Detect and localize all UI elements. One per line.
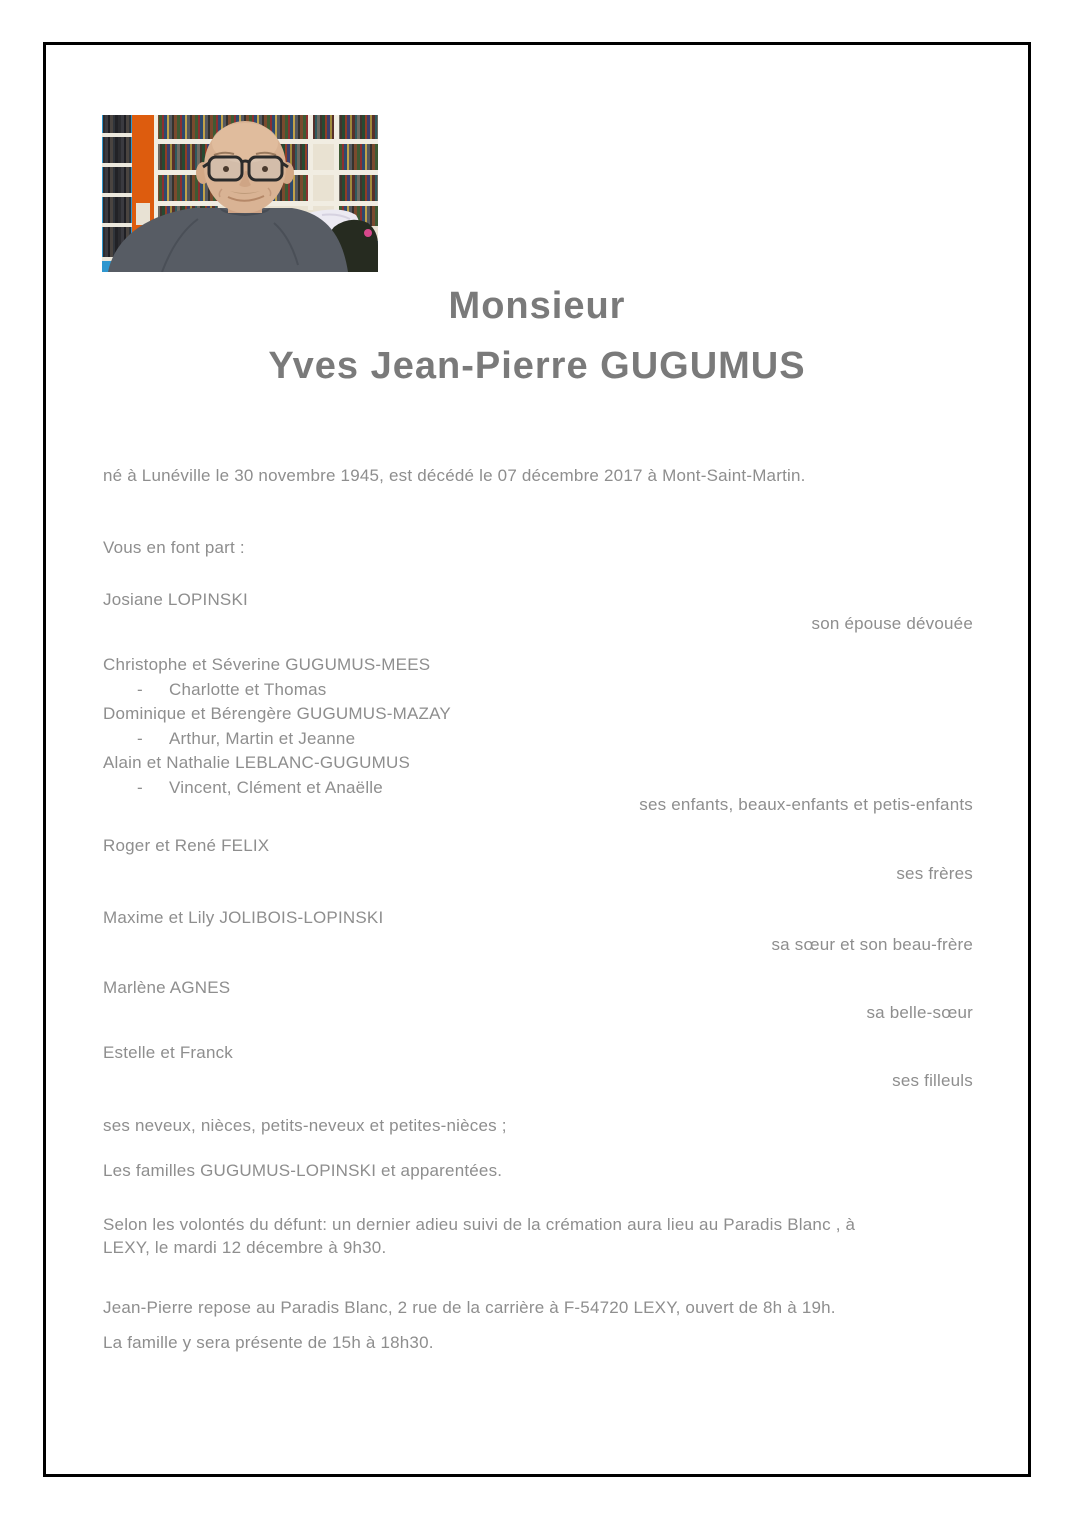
family-entry-relation: ses enfants, beaux-enfants et petis-enfants <box>639 795 973 814</box>
family-grandchild-line: - Vincent, Clément et Anaëlle <box>103 776 973 801</box>
family-entry-names <box>103 653 973 800</box>
title-monsieur: Monsieur <box>448 285 626 327</box>
ceremony-details <box>103 1214 973 1259</box>
family-name-line: Estelle et Franck <box>103 1043 234 1062</box>
closing-line-nieces: ses neveux, nièces, petits-neveux et petites-nièces ; <box>103 1116 507 1135</box>
family-entry-relation: sa belle-sœur <box>866 1003 973 1022</box>
family-entry-relation: sa sœur et son beau-frère <box>771 935 973 954</box>
ceremony-line-1: Selon les volontés du défunt: un dernier adieu suivi de la crémation aura lieu au Paradis Blanc , à <box>103 1215 856 1234</box>
family-presence-line: La famille y sera présente de 15h à 18h30. <box>103 1333 434 1352</box>
family-grandchild-line: - Arthur, Martin et Jeanne <box>103 727 973 752</box>
repose-line: Jean-Pierre repose au Paradis Blanc, 2 rue de la carrière à F-54720 LEXY, ouvert de 8h à 19h. <box>103 1298 836 1317</box>
family-entry-names <box>103 588 973 613</box>
family-name-line: Maxime et Lily JOLIBOIS-LOPINSKI <box>103 908 384 927</box>
title-deceased-name: Yves Jean-Pierre GUGUMUS <box>268 345 806 387</box>
family-entry-relation: ses frères <box>896 864 973 883</box>
closing-line-families: Les familles GUGUMUS-LOPINSKI et apparentées. <box>103 1161 503 1180</box>
announcement-line: Vous en font part : <box>103 538 245 557</box>
dash-bullet: - <box>137 777 143 797</box>
birth-death-line: né à Lunéville le 30 novembre 1945, est décédé le 07 décembre 2017 à Mont-Saint-Martin. <box>103 466 806 485</box>
announcement-body <box>103 0 973 1520</box>
family-name-line: Marlène AGNES <box>103 978 231 997</box>
family-entry-names <box>103 1041 973 1066</box>
ceremony-line-2: LEXY, le mardi 12 décembre à 9h30. <box>103 1237 387 1257</box>
family-name-line: Roger et René FELIX <box>103 836 270 855</box>
dash-bullet: - <box>137 728 143 748</box>
family-name-line: Alain et Nathalie LEBLANC-GUGUMUS <box>103 753 411 772</box>
family-entry-names <box>103 834 973 859</box>
family-name-line: Josiane LOPINSKI <box>103 590 248 609</box>
family-entry-relation: son épouse dévouée <box>811 614 973 633</box>
family-name-line: Dominique et Bérengère GUGUMUS-MAZAY <box>103 704 451 723</box>
family-entry-names <box>103 906 973 931</box>
family-entry-relation: ses filleuls <box>892 1071 973 1090</box>
family-grandchild-line: - Charlotte et Thomas <box>103 678 973 703</box>
dash-bullet: - <box>137 679 143 699</box>
family-name-line: Christophe et Séverine GUGUMUS-MEES <box>103 655 431 674</box>
family-entry-names <box>103 976 973 1001</box>
